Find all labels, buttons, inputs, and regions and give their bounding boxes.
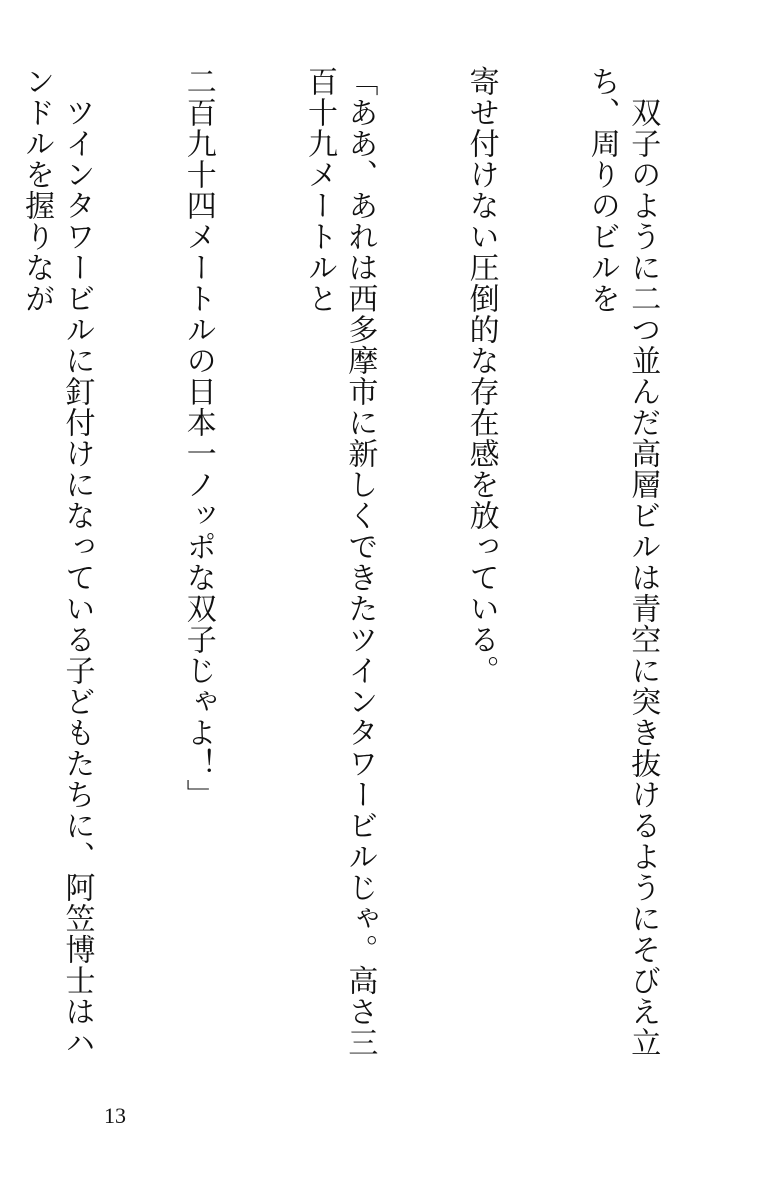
- text-line: 双子のように二つ並んだ高層ビルは青空に突き抜けるようにそびえ立ち、周りのビルを: [584, 66, 661, 1058]
- page-number: 13: [104, 1103, 126, 1128]
- text-line: 「ああ、あれは西多摩市に新しくできたツインタワービルじゃ。高さ三百十九メートルと: [301, 66, 378, 1058]
- text-line: ツインタワービルに釘付けになっている子どもたちに、阿笠博士はハンドルを握りなが: [19, 66, 95, 1058]
- vertical-text-body: [19, 66, 743, 1076]
- text-line: 二百九十四メートルの日本一ノッポな双子じゃよ！」: [180, 66, 216, 810]
- text-line: 寄せ付けない圧倒的な存在感を放っている。: [463, 66, 499, 686]
